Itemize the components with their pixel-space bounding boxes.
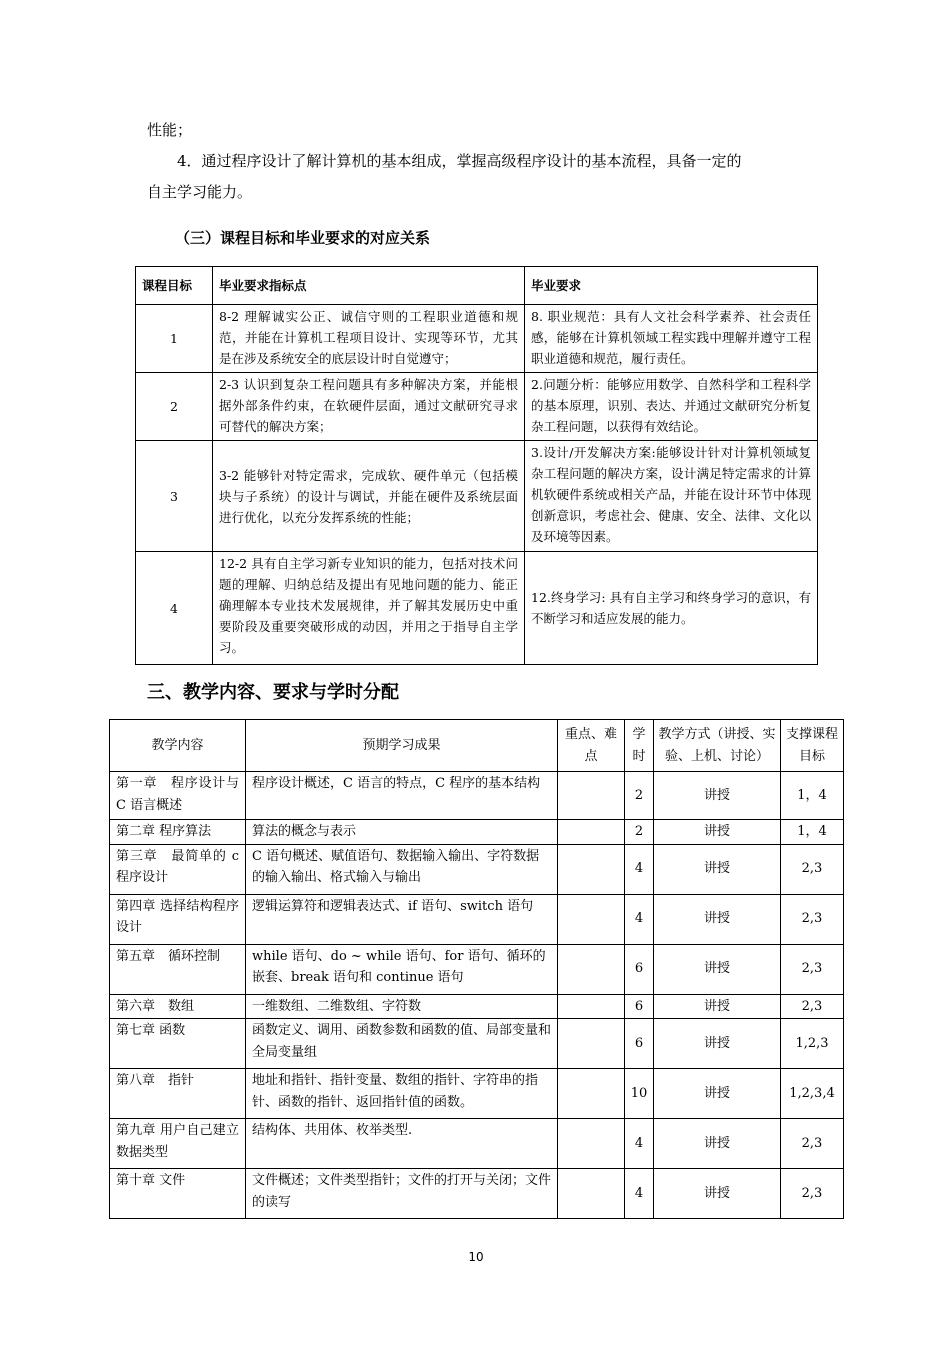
header-cell: 预期学习成果: [246, 720, 558, 772]
goals-cell: 2,3: [781, 844, 844, 894]
method-cell: 讲授: [654, 1119, 781, 1169]
method-cell: 讲授: [654, 1019, 781, 1069]
paragraph-line: 自主学习能力。: [147, 183, 253, 201]
hours-cell: 4: [625, 894, 654, 944]
table-row: [136, 441, 818, 552]
key-point-cell: [558, 1119, 625, 1169]
table-row: [110, 894, 844, 944]
content-cell: 第十章 文件: [110, 1169, 246, 1219]
method-cell: 讲授: [654, 844, 781, 894]
header-cell: 重点、难点: [558, 720, 625, 772]
outcome-cell: while 语句、do ~ while 语句、for 语句、循环的嵌套、break 语句和 continue 语句: [246, 944, 558, 994]
method-cell: 讲授: [654, 772, 781, 820]
outcome-cell: 逻辑运算符和逻辑表达式、if 语句、switch 语句: [246, 894, 558, 944]
table-row: [110, 1169, 844, 1219]
content-cell: 第二章 程序算法: [110, 820, 246, 845]
indicator-cell: 8-2 理解诚实公正、诚信守则的工程职业道德和规范，并能在计算机工程项目设计、实现等环节，尤其是在涉及系统安全的底层设计时自觉遵守；: [213, 305, 525, 373]
hours-cell: 6: [625, 1019, 654, 1069]
goals-cell: 1，4: [781, 772, 844, 820]
header-cell: 支撑课程目标: [781, 720, 844, 772]
key-point-cell: [558, 1069, 625, 1119]
goals-cell: 1,2,3: [781, 1019, 844, 1069]
outcome-cell: 一维数组、二维数组、字符数: [246, 994, 558, 1019]
hours-cell: 6: [625, 994, 654, 1019]
goals-cell: 2,3: [781, 894, 844, 944]
content-cell: 第一章 程序设计与 C 语言概述: [110, 772, 246, 820]
table-row: [110, 1119, 844, 1169]
key-point-cell: [558, 1019, 625, 1069]
hours-cell: 6: [625, 944, 654, 994]
method-cell: 讲授: [654, 944, 781, 994]
goals-cell: 2,3: [781, 1119, 844, 1169]
header-cell: 课程目标: [136, 267, 213, 305]
method-cell: 讲授: [654, 994, 781, 1019]
table-header-row: [136, 267, 818, 305]
table-row: [110, 994, 844, 1019]
page-number: 10: [468, 1250, 484, 1264]
table-row: [110, 944, 844, 994]
requirement-cell: 8. 职业规范：具有人文社会科学素养、社会责任感，能够在计算机领域工程实践中理解并遵守工程职业道德和规范，履行责任。: [525, 305, 818, 373]
method-cell: 讲授: [654, 1169, 781, 1219]
key-point-cell: [558, 820, 625, 845]
method-cell: 讲授: [654, 894, 781, 944]
table-row: [136, 373, 818, 441]
table-header-row: [110, 720, 844, 772]
indicator-cell: 3-2 能够针对特定需求，完成软、硬件单元（包括模块与子系统）的设计与调试，并能在硬件及系统层面进行优化，以充分发挥系统的性能；: [213, 441, 525, 552]
goals-cell: 2,3: [781, 944, 844, 994]
content-cell: 第七章 函数: [110, 1019, 246, 1069]
outcome-cell: 函数定义、调用、函数参数和函数的值、局部变量和全局变量组: [246, 1019, 558, 1069]
goal-cell: 2: [136, 373, 213, 441]
goal-cell: 4: [136, 552, 213, 665]
header-cell: 教学内容: [110, 720, 246, 772]
key-point-cell: [558, 944, 625, 994]
method-cell: 讲授: [654, 820, 781, 845]
content-cell: 第五章 循环控制: [110, 944, 246, 994]
outcome-cell: 程序设计概述，C 语言的特点，C 程序的基本结构: [246, 772, 558, 820]
hours-cell: 4: [625, 1169, 654, 1219]
paragraph-line: 4．通过程序设计了解计算机的基本组成，掌握高级程序设计的基本流程，具备一定的: [177, 152, 742, 170]
content-cell: 第六章 数组: [110, 994, 246, 1019]
goals-cell: 2,3: [781, 1169, 844, 1219]
content-cell: 第八章 指针: [110, 1069, 246, 1119]
content-cell: 第三章 最简单的 c 程序设计: [110, 844, 246, 894]
header-cell: 教学方式（讲授、实验、上机、讨论）: [654, 720, 781, 772]
hours-cell: 10: [625, 1069, 654, 1119]
hours-cell: 4: [625, 1119, 654, 1169]
table-row: [136, 552, 818, 665]
outcome-cell: 算法的概念与表示: [246, 820, 558, 845]
header-cell: 毕业要求: [525, 267, 818, 305]
requirement-cell: 3.设计/开发解决方案:能够设计针对计算机领域复杂工程问题的解决方案，设计满足特定需求的计算机软硬件系统或相关产品，并能在设计环节中体现创新意识，考虑社会、健康、安全、法律、文化以及环境等因素。: [525, 441, 818, 552]
outcome-cell: 结构体、共用体、枚举类型.: [246, 1119, 558, 1169]
requirement-cell: 2.问题分析：能够应用数学、自然科学和工程科学的基本原理，识别、表达、并通过文献研究分析复杂工程问题，以获得有效结论。: [525, 373, 818, 441]
section-heading: 三、教学内容、要求与学时分配: [147, 682, 399, 703]
sub-heading: （三）课程目标和毕业要求的对应关系: [175, 229, 431, 247]
content-cell: 第九章 用户自己建立数据类型: [110, 1119, 246, 1169]
hours-cell: 2: [625, 772, 654, 820]
header-cell: 毕业要求指标点: [213, 267, 525, 305]
indicator-cell: 12-2 具有自主学习新专业知识的能力，包括对技术问题的理解、归纳总结及提出有见地问题的能力、能正确理解本专业技术发展规律，并了解其发展历史中重要阶段及重要突破形成的动因，并用之于指导自主学习。: [213, 552, 525, 665]
key-point-cell: [558, 844, 625, 894]
goals-cell: 2,3: [781, 994, 844, 1019]
table-row: [136, 305, 818, 373]
hours-cell: 2: [625, 820, 654, 845]
teaching-content-table: [109, 719, 844, 1219]
outcome-cell: 文件概述；文件类型指针；文件的打开与关闭；文件的读写: [246, 1169, 558, 1219]
outcome-cell: 地址和指针、指针变量、数组的指针、字符串的指针、函数的指针、返回指针值的函数。: [246, 1069, 558, 1119]
indicator-cell: 2-3 认识到复杂工程问题具有多种解决方案，并能根据外部条件约束，在软硬件层面，通过文献研究寻求可替代的解决方案；: [213, 373, 525, 441]
requirement-cell: 12.终身学习: 具有自主学习和终身学习的意识，有不断学习和适应发展的能力。: [525, 552, 818, 665]
key-point-cell: [558, 1169, 625, 1219]
goal-cell: 1: [136, 305, 213, 373]
content-cell: 第四章 选择结构程序设计: [110, 894, 246, 944]
key-point-cell: [558, 894, 625, 944]
method-cell: 讲授: [654, 1069, 781, 1119]
header-cell: 学时: [625, 720, 654, 772]
key-point-cell: [558, 772, 625, 820]
goal-cell: 3: [136, 441, 213, 552]
table-row: [110, 844, 844, 894]
table-row: [110, 772, 844, 820]
table-row: [110, 1069, 844, 1119]
goals-cell: 1,2,3,4: [781, 1069, 844, 1119]
goals-requirements-table: [135, 266, 818, 665]
table-row: [110, 1019, 844, 1069]
goals-cell: 1，4: [781, 820, 844, 845]
table-row: [110, 820, 844, 845]
key-point-cell: [558, 994, 625, 1019]
outcome-cell: C 语句概述、赋值语句、数据输入输出、字符数据的输入输出、格式输入与输出: [246, 844, 558, 894]
paragraph-line: 性能；: [147, 121, 193, 139]
hours-cell: 4: [625, 844, 654, 894]
